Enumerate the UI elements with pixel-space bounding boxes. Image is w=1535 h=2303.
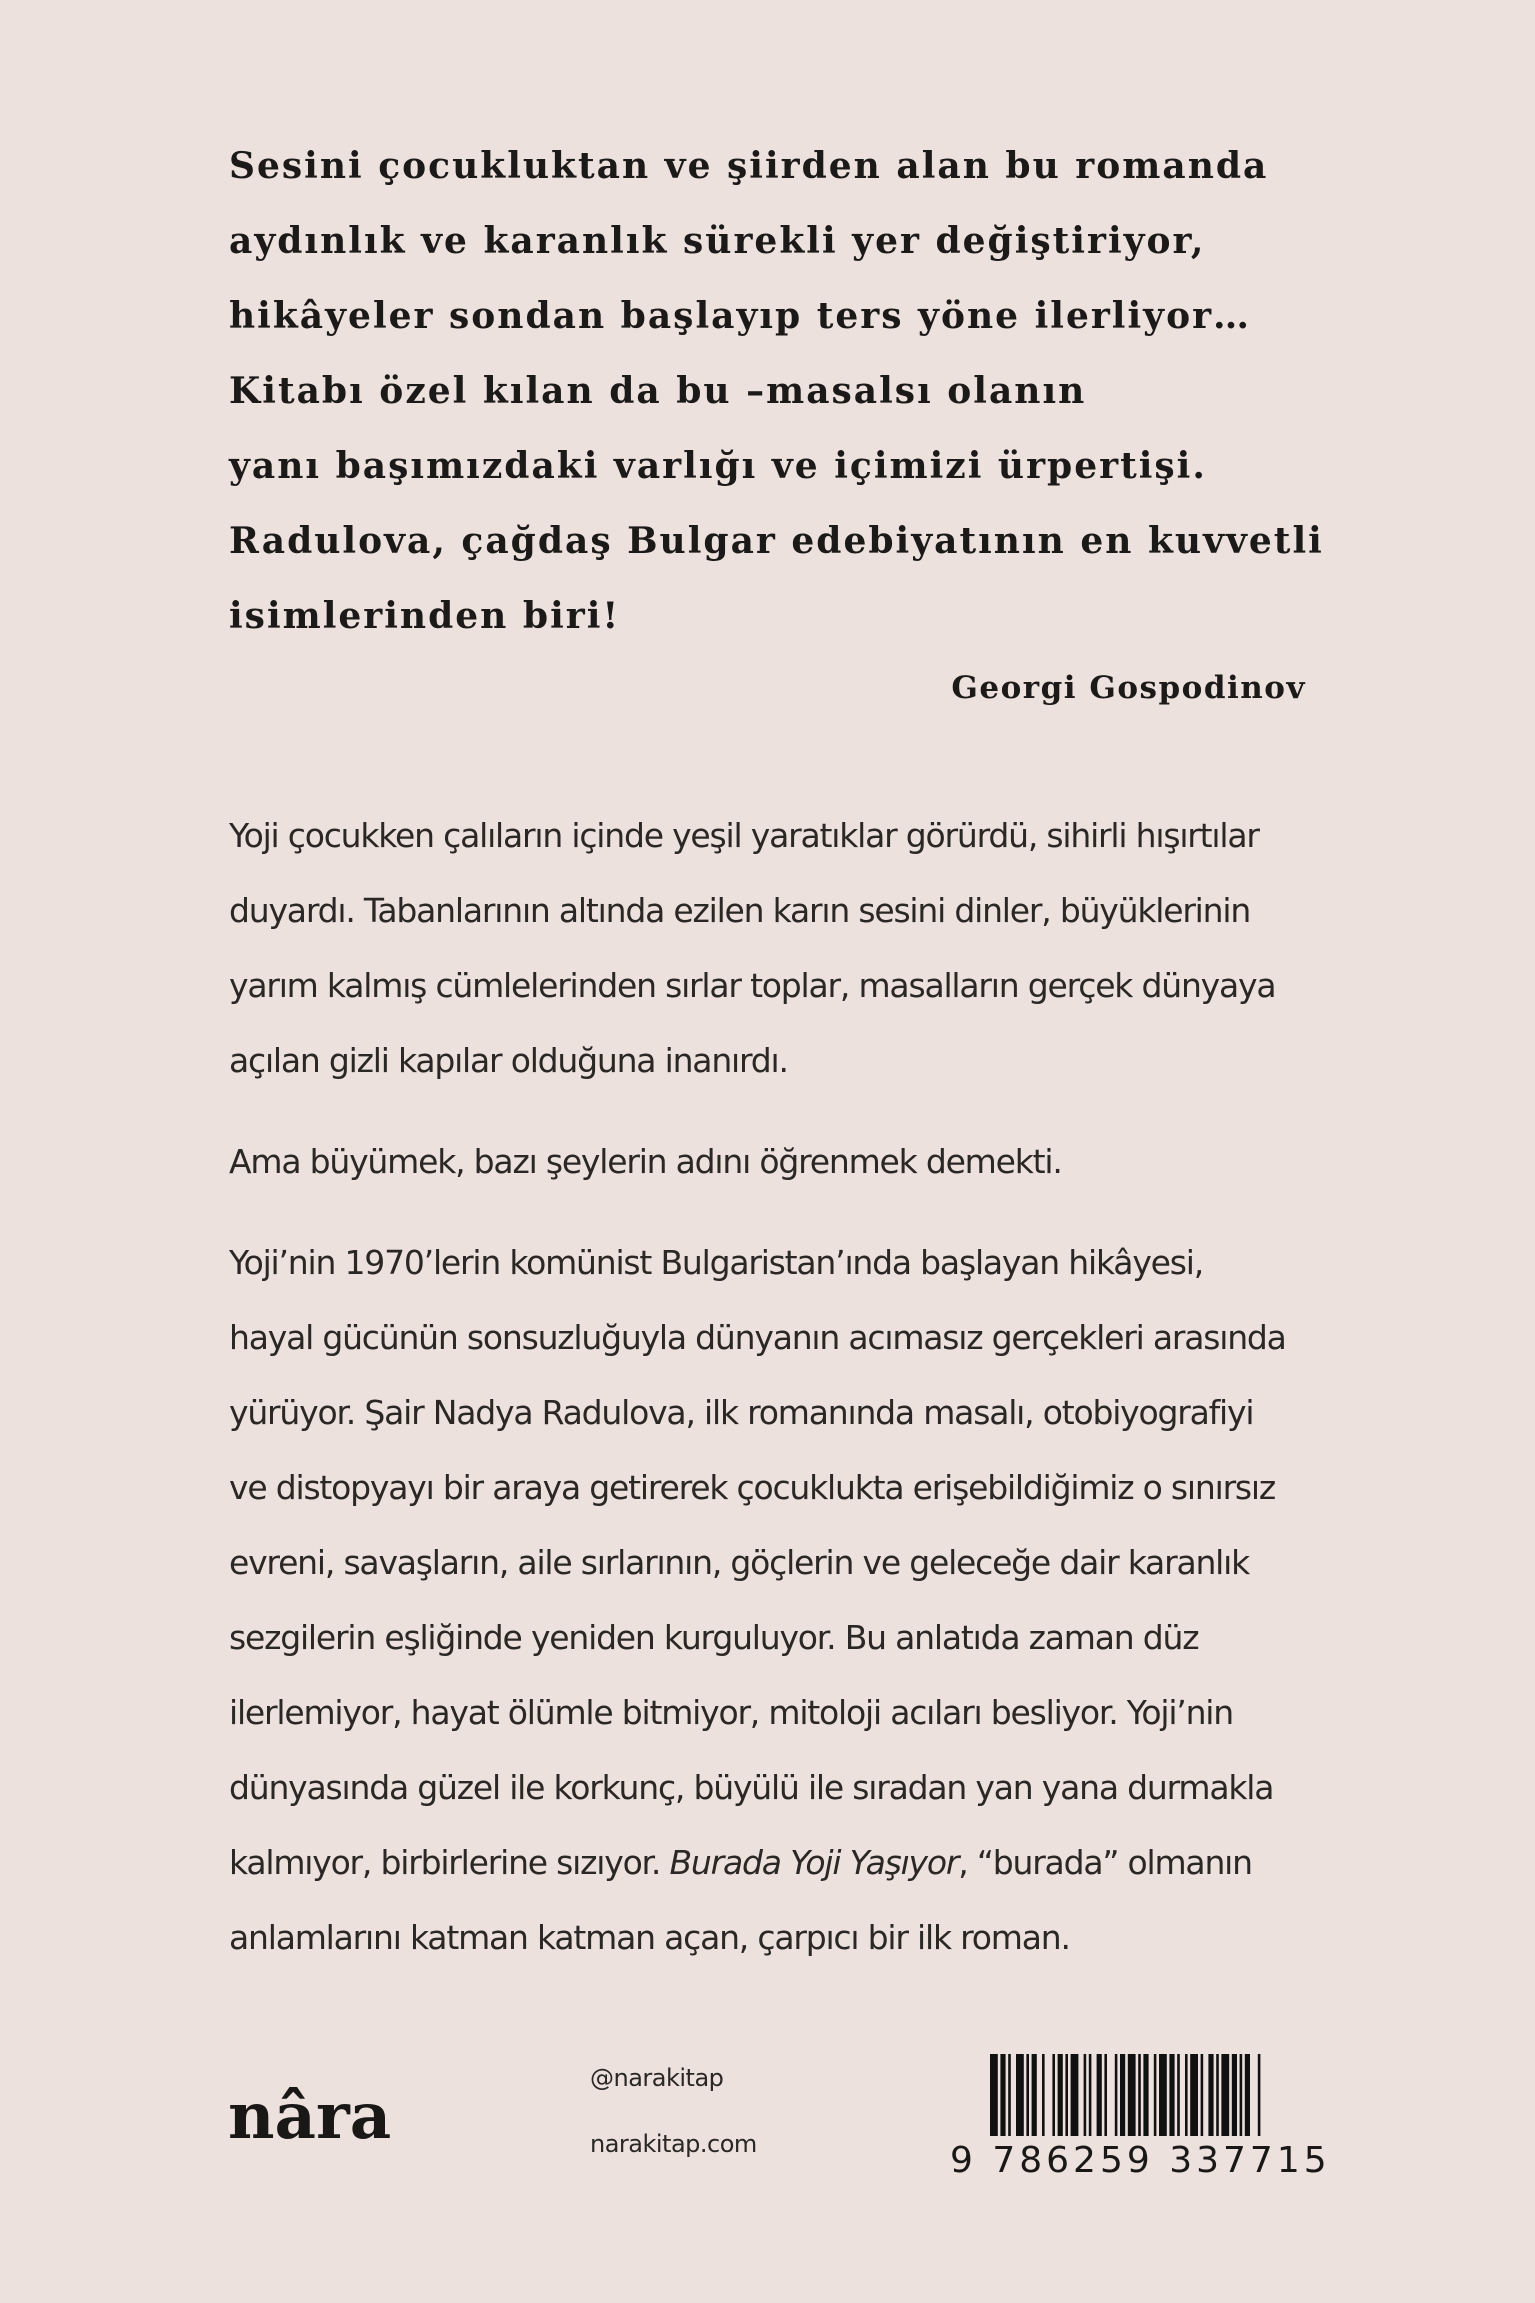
barcode-bar bbox=[1115, 2054, 1118, 2136]
text-line: Yoji çocukken çalıların içinde yeşil yaratıklar görürdü, sihirli hışırtılar bbox=[229, 816, 1259, 855]
barcode-bar bbox=[1000, 2054, 1005, 2136]
text-line: yürüyor. Şair Nadya Radulova, ilk romanında masalı, otobiyografiyi bbox=[229, 1393, 1254, 1432]
barcode-bar bbox=[1138, 2054, 1141, 2136]
text-line: açılan gizli kapılar olduğuna inanırdı. bbox=[229, 1041, 788, 1080]
text-segment: kalmıyor, birbirlerine sızıyor. bbox=[229, 1843, 670, 1882]
isbn-barcode bbox=[950, 2054, 1331, 2186]
quote-line: isimlerinden biri! bbox=[229, 595, 621, 637]
barcode-bar bbox=[1016, 2054, 1024, 2136]
text-line: ve distopyayı bir araya getirerek çocuklukta erişebildiğimiz o sınırsız bbox=[229, 1468, 1276, 1507]
barcode-bar bbox=[1216, 2054, 1219, 2136]
barcode-bar bbox=[1104, 2054, 1107, 2136]
barcode-bar bbox=[1177, 2054, 1180, 2136]
text-line: yarım kalmış cümlelerinden sırlar toplar, masalların gerçek dünyaya bbox=[229, 966, 1276, 1005]
barcode-bar bbox=[1026, 2054, 1029, 2136]
barcode-bar bbox=[1042, 2054, 1045, 2136]
barcode-bar bbox=[1258, 2054, 1261, 2136]
barcode-bar bbox=[1240, 2054, 1243, 2136]
description-paragraph bbox=[229, 806, 1329, 1106]
barcode-bar bbox=[1065, 2054, 1068, 2136]
text-line: ilerlemiyor, hayat ölümle bitmiyor, mitoloji acıları besliyor. Yoji’nin bbox=[229, 1693, 1233, 1732]
barcode-bar bbox=[1201, 2054, 1204, 2136]
text-line: Ama büyümek, bazı şeylerin adını öğrenmek demekti. bbox=[229, 1142, 1062, 1181]
description-paragraph bbox=[229, 1132, 1329, 1207]
quote-line: Radulova, çağdaş Bulgar edebiyatının en kuvvetli bbox=[229, 520, 1324, 562]
text-line: evreni, savaşların, aile sırlarının, göçlerin ve geleceğe dair karanlık bbox=[229, 1543, 1250, 1582]
isbn-number: 9 786259 337715 bbox=[950, 2140, 1331, 2181]
barcode-bar bbox=[1232, 2054, 1237, 2136]
barcode-bar bbox=[1190, 2054, 1198, 2136]
barcode-bar bbox=[1032, 2054, 1037, 2136]
barcode-bar bbox=[1154, 2054, 1157, 2136]
publisher-logo: nâra bbox=[228, 2079, 392, 2154]
barcode-bar bbox=[1208, 2054, 1213, 2136]
text-line: dünyasında güzel ile korkunç, büyülü ile sıradan yan yana durmakla bbox=[229, 1768, 1274, 1807]
barcode-bar bbox=[1071, 2054, 1079, 2136]
description-paragraph bbox=[229, 1233, 1329, 1983]
barcode-bar bbox=[1058, 2054, 1063, 2136]
barcode-bar bbox=[1128, 2054, 1136, 2136]
barcode-bar bbox=[1008, 2054, 1011, 2136]
barcode-bar bbox=[1169, 2054, 1174, 2136]
quote-line: aydınlık ve karanlık sürekli yer değiştiriyor, bbox=[229, 220, 1206, 262]
quote-line: hikâyeler sondan başlayıp ters yöne ilerliyor… bbox=[229, 295, 1252, 337]
barcode-bar bbox=[1052, 2054, 1055, 2136]
barcode-bar bbox=[1084, 2054, 1087, 2136]
quote-line: yanı başımızdaki varlığı ve içimizi ürpertişi. bbox=[229, 445, 1207, 487]
text-line: Yoji’nin 1970’lerin komünist Bulgaristan’ında başlayan hikâyesi, bbox=[229, 1243, 1204, 1282]
text-line: sezgilerin eşliğinde yeniden kurguluyor. Bu anlatıda zaman düz bbox=[229, 1618, 1199, 1657]
barcode-bar bbox=[1245, 2054, 1250, 2136]
quote-author: Georgi Gospodinov bbox=[951, 670, 1306, 706]
book-description bbox=[229, 806, 1329, 2009]
book-title: Burada Yoji Yaşıyor bbox=[669, 1843, 959, 1882]
text-line bbox=[229, 1833, 1329, 1908]
text-line: hayal gücünün sonsuzluğuyla dünyanın acımasız gerçekleri arasında bbox=[229, 1318, 1286, 1357]
barcode-bar bbox=[1185, 2054, 1188, 2136]
text-segment: , “burada” olmanın bbox=[958, 1843, 1252, 1882]
blurb-quote bbox=[229, 138, 1324, 706]
barcode-bar bbox=[1159, 2054, 1167, 2136]
barcode-bar bbox=[1097, 2054, 1102, 2136]
barcode-bar bbox=[1120, 2054, 1125, 2136]
barcode-bar bbox=[1143, 2054, 1148, 2136]
barcode-bar bbox=[1089, 2054, 1092, 2136]
text-line: duyardı. Tabanlarının altında ezilen karın sesini dinler, büyüklerinin bbox=[229, 891, 1251, 930]
barcode-bar bbox=[1221, 2054, 1229, 2136]
publisher-contacts bbox=[590, 2058, 757, 2190]
quote-line: Kitabı özel kılan da bu –masalsı olanın bbox=[229, 370, 1087, 412]
social-handle[interactable]: @narakitap bbox=[590, 2064, 724, 2092]
text-line: anlamlarını katman katman açan, çarpıcı bir ilk roman. bbox=[229, 1918, 1070, 1957]
quote-line: Sesini çocukluktan ve şiirden alan bu romanda bbox=[229, 145, 1269, 187]
barcode-bar bbox=[990, 2054, 998, 2136]
website-link[interactable]: narakitap.com bbox=[590, 2130, 757, 2158]
